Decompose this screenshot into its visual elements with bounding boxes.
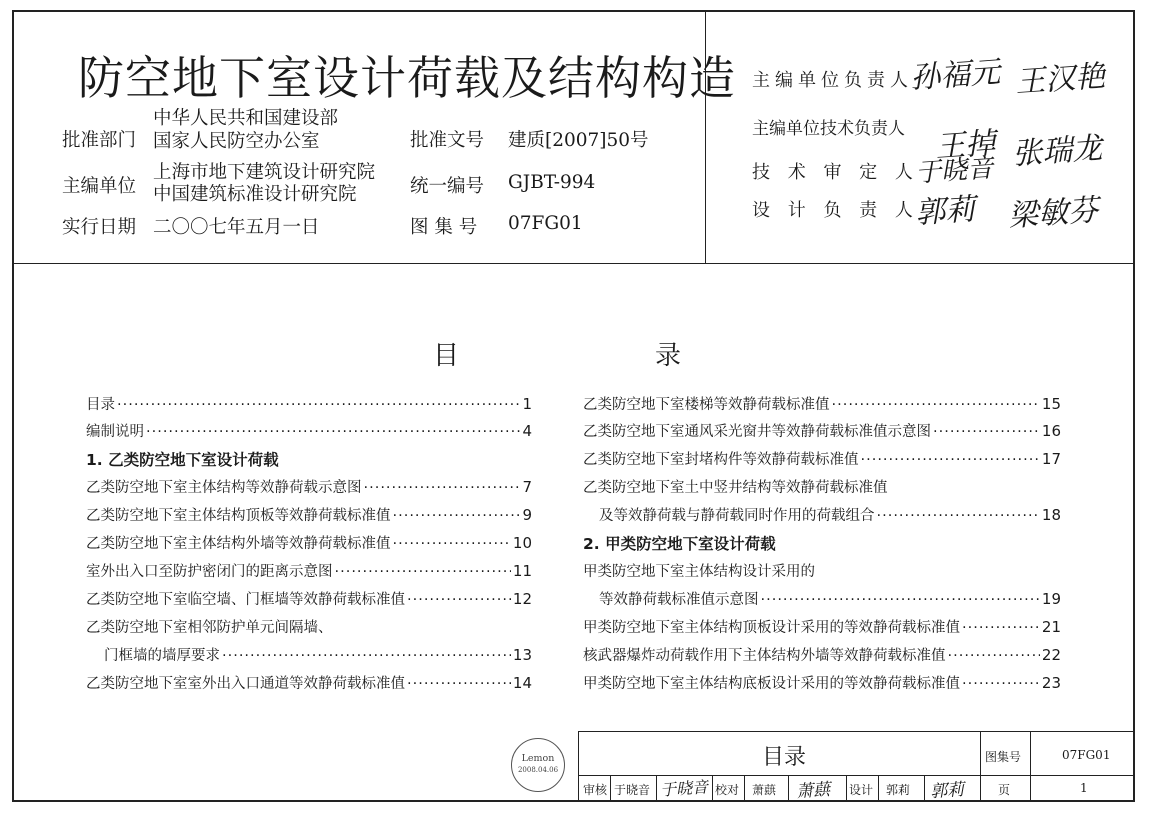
tb-check-signature: 萧蕻 [795,779,831,803]
chief-tech-head-signature-1: 王掉 [934,125,997,166]
toc-entry[interactable] [86,588,532,610]
unified-no-value: GJBT-994 [508,172,596,193]
toc-entry-text: 乙类防空地下室楼梯等效静荷载标准值 [583,397,830,413]
atlas-title: 防空地下室设计荷载及结构构造 [78,51,736,105]
toc-entry-page: 9 [522,506,532,524]
toc-leader [222,648,511,664]
toc-section-text: 1. 乙类防空地下室设计荷载 [86,451,279,469]
toc-leader [407,676,511,692]
atlas-no-label: 图 集 号 [410,217,478,238]
editor-label: 主编单位 [62,176,137,197]
toc-entry[interactable] [583,393,1061,415]
toc-entry-text: 乙类防空地下室室外出入口通道等效静荷载标准值 [86,676,405,692]
toc-entry-text: 目录 [86,397,115,413]
tb-cell-div [656,775,657,801]
toc-entry-text: 乙类防空地下室封堵构件等效静荷载标准值 [583,452,859,468]
tb-cell-div [846,775,847,801]
toc-leader [962,620,1040,636]
toc-heading-right: 录 [655,341,682,371]
toc-leader [335,564,511,580]
toc-leader [948,648,1040,664]
toc-entry-text: 乙类防空地下室主体结构顶板等效静荷载标准值 [86,508,391,524]
toc-entry-text: 乙类防空地下室主体结构外墙等效静荷载标准值 [86,536,391,552]
tb-design-name: 郭莉 [886,783,911,797]
reviewer-signature: 于晓音 [914,153,995,189]
approval-doc-value: 建质[2007]50号 [508,130,649,151]
toc-entry-page: 7 [522,478,532,496]
tb-cell-div [924,775,925,801]
toc-entry-text: 乙类防空地下室临空墙、门框墙等效静荷载标准值 [86,592,405,608]
tb-cell-div [712,775,713,801]
tb-design-signature: 郭莉 [929,779,965,803]
toc-entry-page: 15 [1041,395,1061,413]
toc-entry[interactable] [583,420,1061,442]
toc-entry-text: 甲类防空地下室主体结构底板设计采用的等效静荷载标准值 [583,676,960,692]
toc-entry-page: 18 [1041,506,1061,524]
approval-dept-line-1: 中华人民共和国建设部 [153,108,339,129]
toc-section-heading[interactable] [86,448,532,470]
toc-entry[interactable] [86,504,532,526]
toc-entry-text: 甲类防空地下室主体结构设计采用的 [583,564,815,580]
toc-entry-text: 甲类防空地下室主体结构顶板设计采用的等效静荷载标准值 [583,620,960,636]
toc-leader [933,424,1040,440]
tb-page-label: 页 [998,783,1011,797]
toc-entry-text: 编制说明 [86,424,144,440]
toc-entry-page: 22 [1041,646,1061,664]
toc-entry-text: 门框墙的墙厚要求 [104,648,220,664]
toc-entry-text: 及等效静荷载与静荷载同时作用的荷载组合 [599,508,875,524]
toc-entry[interactable] [86,672,532,694]
tb-review-name: 于晓音 [614,783,651,797]
title-block-atlas-no: 07FG01 [1062,748,1111,762]
designer-signature-2: 梁敏芬 [1007,192,1100,235]
toc-leader [761,592,1040,608]
title-block-hdiv [578,775,1135,776]
tb-cell-div [610,775,611,801]
effective-date-label: 实行日期 [62,217,137,238]
toc-entry-page: 19 [1041,590,1061,608]
toc-leader [861,452,1040,468]
unified-no-label: 统一编号 [410,176,485,197]
editor-line-1: 上海市地下建筑设计研究院 [153,162,376,183]
title-block-vdiv-main [980,731,981,801]
tb-cell-div [744,775,745,801]
reviewer-label: 技 术 审 定 人 [752,162,919,183]
toc-entry-page: 23 [1041,674,1061,692]
toc-entry[interactable] [86,476,532,498]
atlas-no-value: 07FG01 [508,213,583,234]
toc-entry-text: 乙类防空地下室土中竖井结构等效静荷载标准值 [583,480,888,496]
toc-entry-page: 17 [1041,450,1061,468]
chief-unit-head-signature-1: 孙福元 [909,54,1002,97]
toc-entry-page: 21 [1041,618,1061,636]
tb-cell-div [788,775,789,801]
toc-leader [117,397,520,413]
toc-leader [877,508,1040,524]
toc-entry-page: 11 [512,562,532,580]
toc-leader [393,536,511,552]
toc-entry[interactable] [599,588,1061,610]
toc-heading-left: 目 [433,341,460,371]
title-block-atlas-label: 图集号 [985,750,1022,764]
toc-entry-page: 12 [512,590,532,608]
toc-entry[interactable] [86,393,532,415]
tb-review-signature: 于晓音 [659,777,709,800]
chief-tech-head-label: 主编单位技术负责人 [752,119,905,139]
editor-line-2: 中国建筑标准设计研究院 [153,184,357,205]
toc-entry-page: 10 [512,534,532,552]
designer-label: 设 计 负 责 人 [752,200,919,221]
toc-leader [832,397,1040,413]
stamp-name: Lemon [521,753,555,764]
toc-entry[interactable] [599,504,1061,526]
title-block-vdiv-right [1030,731,1031,801]
tb-cell-div [878,775,879,801]
toc-entry[interactable] [583,672,1061,694]
tb-check-label: 校对 [715,783,740,797]
toc-entry-page: 4 [522,422,532,440]
toc-entry[interactable] [583,448,1061,470]
approval-dept-line-2: 国家人民防空办公室 [153,131,320,152]
designer-signature-1: 郭莉 [914,191,977,232]
toc-entry-page: 14 [512,674,532,692]
toc-entry-page: 1 [522,395,532,413]
approval-dept-label: 批准部门 [62,130,137,151]
toc-entry[interactable] [104,644,532,666]
tb-page-no: 1 [1080,781,1088,795]
toc-leader [146,424,520,440]
tb-review-label: 审核 [583,783,608,797]
toc-leader [364,480,521,496]
tb-check-name: 萧蕻 [752,783,777,797]
title-block-title: 目录 [762,745,807,770]
toc-entry-continued[interactable] [86,616,532,638]
toc-entry-text: 室外出入口至防护密闭门的距离示意图 [86,564,333,580]
toc-entry[interactable] [583,616,1061,638]
chief-unit-head-signature-2: 王汉艳 [1014,58,1107,101]
toc-section-text: 2. 甲类防空地下室设计荷载 [583,535,776,553]
chief-tech-head-signature-2: 张瑞龙 [1011,130,1104,173]
toc-entry-text: 核武器爆炸动荷载作用下主体结构外墙等效静荷载标准值 [583,648,946,664]
chief-unit-head-label: 主编单位负责人 [752,70,913,91]
toc-entry-text: 乙类防空地下室相邻防护单元间隔墙、 [86,620,333,636]
toc-entry[interactable] [86,532,532,554]
toc-entry-page: 16 [1041,422,1061,440]
effective-date-value: 二〇〇七年五月一日 [153,217,320,238]
toc-leader [962,676,1040,692]
toc-leader [393,508,521,524]
toc-entry[interactable] [86,560,532,582]
toc-entry-continued[interactable] [583,476,1061,498]
toc-entry-text: 乙类防空地下室主体结构等效静荷载示意图 [86,480,362,496]
toc-leader [407,592,511,608]
toc-section-heading[interactable] [583,532,1061,554]
stamp-date: 2008.04.06 [517,766,559,774]
approval-doc-label: 批准文号 [410,130,485,151]
toc-entry-page: 13 [512,646,532,664]
toc-entry-text: 等效静荷载标准值示意图 [599,592,759,608]
toc-entry[interactable] [86,420,532,442]
tb-design-label: 设计 [849,783,874,797]
toc-entry-text: 乙类防空地下室通风采光窗井等效静荷载标准值示意图 [583,424,931,440]
toc-entry-continued[interactable] [583,560,1061,582]
reviewer-stamp [511,738,565,792]
toc-entry[interactable] [583,644,1061,666]
header-divider [12,263,1135,264]
